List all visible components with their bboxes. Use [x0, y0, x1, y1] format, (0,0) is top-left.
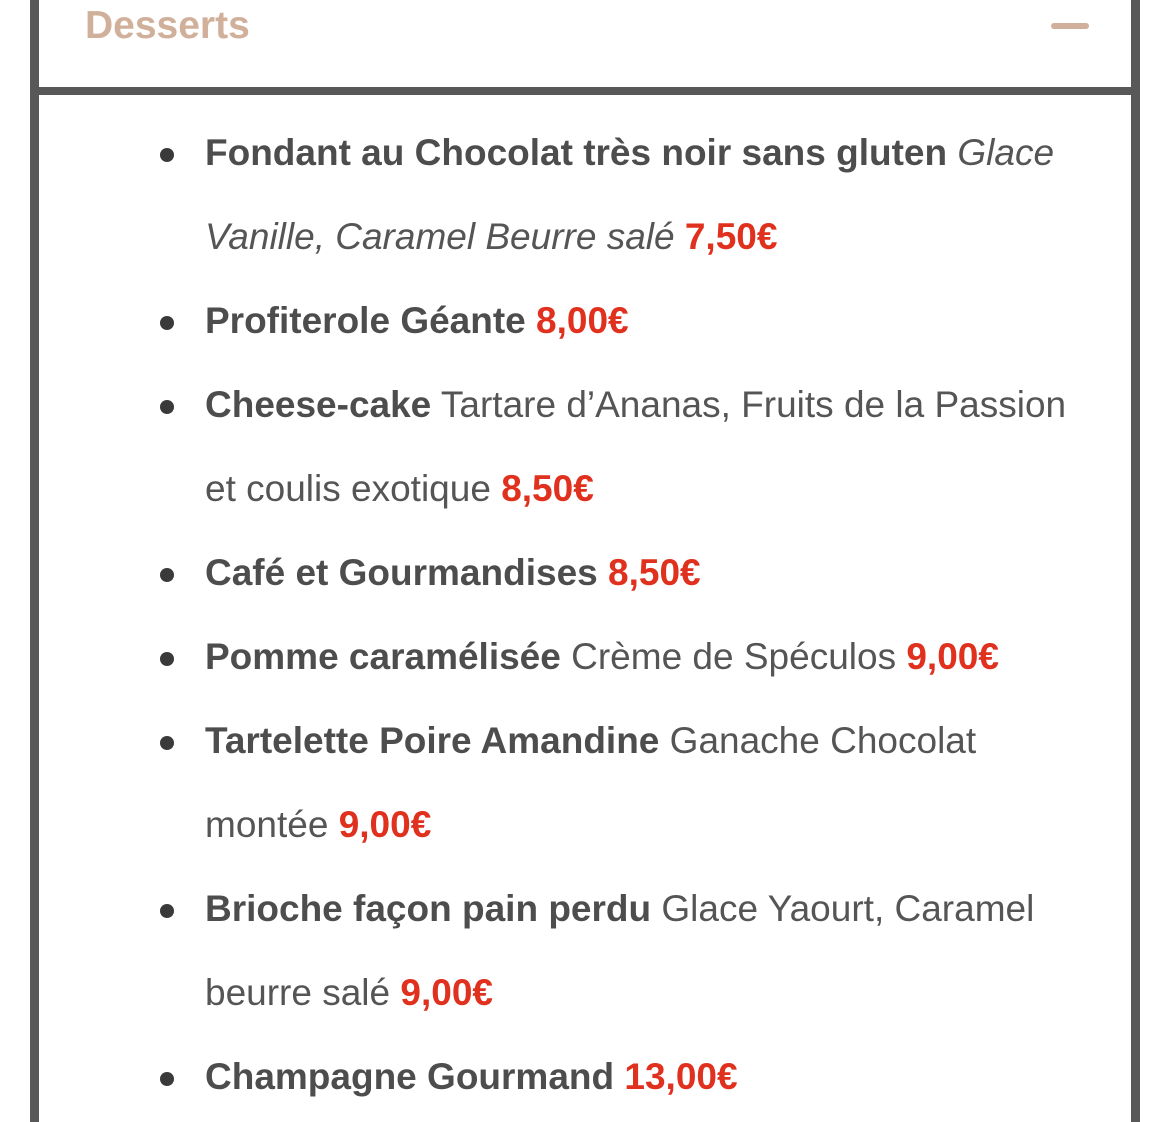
item-price: 8,50€	[501, 468, 594, 509]
list-item	[39, 111, 1131, 279]
bullet-icon	[160, 652, 174, 666]
item-name: Café et Gourmandises	[205, 552, 598, 593]
item-price: 13,00€	[624, 1056, 738, 1097]
bullet-icon	[160, 400, 174, 414]
item-description: Ganache Chocolat montée	[205, 720, 977, 845]
item-name: Fondant au Chocolat très noir sans gluten	[205, 132, 948, 173]
item-name: Tartelette Poire Amandine	[205, 720, 660, 761]
bullet-icon	[160, 904, 174, 918]
item-price: 8,00€	[536, 300, 629, 341]
item-price: 8,50€	[608, 552, 701, 593]
item-price: 9,00€	[338, 804, 432, 845]
item-price: 9,00€	[906, 636, 999, 677]
item-price: 7,50€	[684, 216, 778, 257]
item-description: Glace Vanille, Caramel Beurre salé	[205, 132, 1055, 257]
item-price: 9,00€	[400, 972, 493, 1013]
minus-icon[interactable]	[1051, 22, 1089, 32]
list-item	[39, 363, 1131, 531]
divider	[39, 87, 1131, 95]
item-name: Champagne Gourmand	[205, 1056, 615, 1097]
bullet-icon	[160, 148, 174, 162]
item-name: Cheese-cake	[205, 384, 432, 425]
menu-accordion	[30, 0, 1140, 1122]
section-title: Desserts	[85, 4, 250, 47]
list-item	[39, 279, 1131, 363]
bullet-icon	[160, 1072, 174, 1086]
accordion-header[interactable]	[39, 0, 1131, 87]
dessert-list	[39, 111, 1131, 1119]
bullet-icon	[160, 736, 174, 750]
list-item	[39, 867, 1131, 1035]
list-item	[39, 531, 1131, 615]
bullet-icon	[160, 568, 174, 582]
item-description: Tartare d’Ananas, Fruits de la Passion et coulis exotique	[205, 384, 1067, 509]
list-item	[39, 615, 1131, 699]
item-name: Brioche façon pain perdu	[205, 888, 652, 929]
item-name: Pomme caramélisée	[205, 636, 561, 677]
item-description: Glace Yaourt, Caramel beurre salé	[205, 888, 1035, 1013]
list-item	[39, 699, 1131, 867]
bullet-icon	[160, 316, 174, 330]
list-item	[39, 1035, 1131, 1119]
item-description: Crème de Spéculos	[571, 636, 897, 677]
item-name: Profiterole Géante	[205, 300, 526, 341]
